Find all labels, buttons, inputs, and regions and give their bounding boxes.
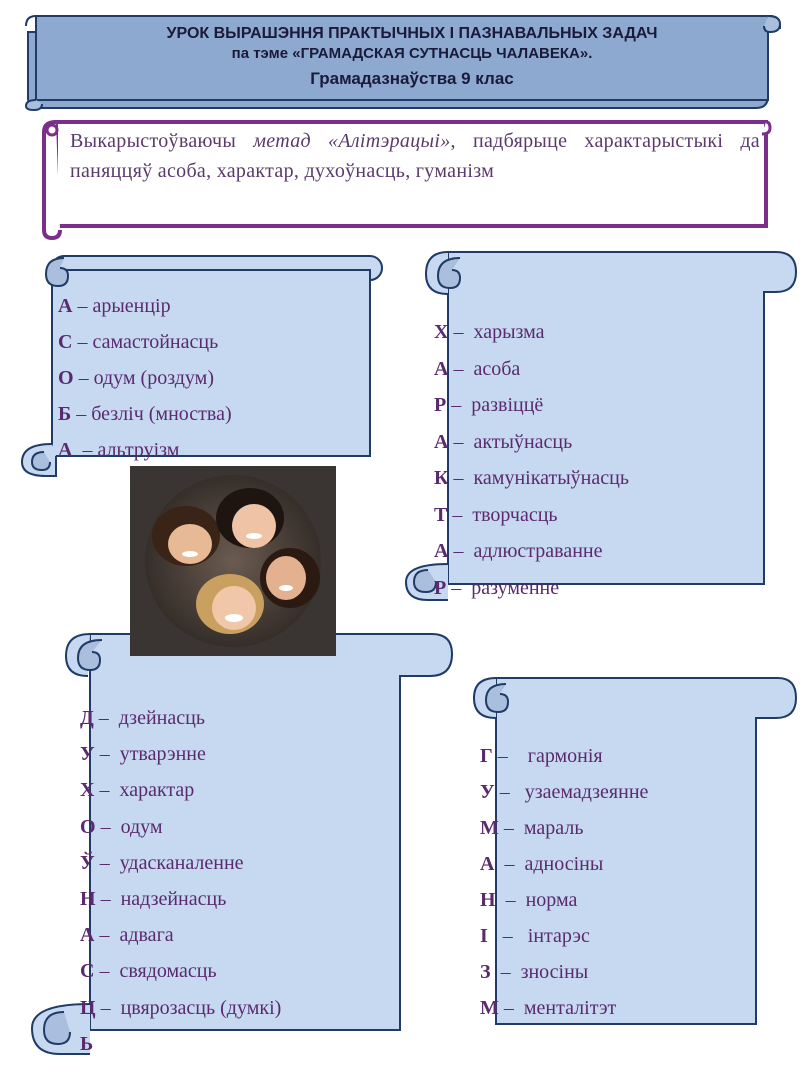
list-item: [80, 772, 281, 808]
letter-word: – камунікатыўнасць: [448, 467, 629, 489]
initial-letter: К: [434, 467, 449, 489]
letter-word: – удасканаленне: [94, 851, 244, 874]
letter-word: – менталітэт: [498, 997, 617, 1019]
initial-letter: Ц: [80, 996, 96, 1019]
list-item: [434, 570, 629, 607]
initial-letter: А: [58, 295, 73, 317]
list-item: [80, 700, 281, 736]
letter-word: – безліч (мноства): [71, 403, 232, 425]
initial-letter: А: [434, 430, 449, 453]
initial-letter: М: [480, 817, 499, 839]
letter-word: – актыўнасць: [448, 430, 573, 453]
list-humanizm: [480, 738, 648, 1026]
scroll-dukhounasts: [26, 628, 456, 1060]
list-item: [58, 432, 232, 468]
scroll-kharaktar: [398, 248, 800, 604]
list-item: [480, 774, 648, 810]
list-dukhounasts: [80, 700, 281, 1062]
initial-letter: У: [480, 781, 495, 803]
group-photo: [130, 466, 336, 656]
list-kharaktar: [434, 314, 629, 606]
letter-word: – харызма: [448, 321, 545, 343]
list-item: [80, 990, 281, 1026]
letter-word: – развіццё: [446, 394, 544, 416]
list-item: [80, 845, 281, 881]
list-item: [434, 424, 629, 461]
list-item: [480, 810, 648, 846]
initial-letter: О: [80, 815, 96, 838]
letter-word: – адлюстраванне: [448, 540, 603, 562]
list-item: [434, 314, 629, 351]
list-item: [434, 351, 629, 388]
list-item: [434, 460, 629, 497]
list-item: [480, 846, 648, 882]
initial-letter: А: [434, 357, 449, 380]
initial-letter: Ь: [80, 1032, 94, 1055]
initial-letter: Т: [434, 503, 448, 526]
initial-letter: З: [480, 961, 491, 983]
list-item: [480, 990, 648, 1026]
letter-word: – альтруізм: [72, 439, 180, 461]
letter-word: – асоба: [448, 357, 521, 380]
list-item: [80, 1026, 281, 1062]
title-banner: [22, 12, 782, 112]
list-item: [58, 288, 232, 324]
list-item: [434, 497, 629, 534]
group-photo-image: [130, 466, 336, 656]
list-asoba: [58, 288, 232, 468]
task-text-after: , падбярыце характарыстыкі да паняццяў асоба, характар, духоўнасць, гуманізм: [70, 130, 760, 182]
letter-word: – самастойнасць: [72, 331, 219, 353]
initial-letter: М: [480, 997, 499, 1019]
letter-word: – характар: [94, 779, 195, 802]
letter-word: – утварэнне: [94, 743, 206, 766]
task-box: [42, 118, 772, 240]
list-item: [58, 396, 232, 432]
initial-letter: С: [58, 331, 73, 353]
letter-word: – цвярозасць (думкі): [95, 996, 282, 1019]
initial-letter: Н: [480, 889, 496, 911]
initial-letter: С: [80, 960, 95, 983]
scroll-asoba: [16, 248, 386, 480]
initial-letter: І: [480, 925, 488, 947]
letter-word: – адвага: [94, 924, 174, 947]
initial-letter: Н: [80, 888, 96, 911]
list-item: [480, 882, 648, 918]
initial-letter: А: [58, 439, 73, 461]
list-item: [80, 917, 281, 953]
letter-word: – гармонія: [492, 745, 603, 767]
list-item: [58, 324, 232, 360]
letter-word: – адносіны: [494, 853, 604, 875]
list-item: [80, 881, 281, 917]
list-item: [480, 738, 648, 774]
initial-letter: О: [58, 367, 74, 389]
letter-word: – надзейнасць: [95, 888, 227, 911]
letter-word: – творчасць: [447, 503, 558, 526]
banner-subject: Грамадазнаўства 9 клас: [310, 69, 514, 88]
initial-letter: Х: [434, 321, 449, 343]
task-text-before: Выкарыстоўваючы: [70, 130, 254, 152]
initial-letter: Б: [58, 403, 72, 425]
list-item: [434, 387, 629, 424]
letter-word: – зносіны: [490, 961, 589, 983]
scroll-humanizm: [466, 672, 800, 1042]
initial-letter: Р: [434, 576, 447, 599]
list-item: [80, 736, 281, 772]
initial-letter: Р: [434, 394, 447, 416]
initial-letter: Д: [80, 707, 94, 729]
letter-word: – узаемадзеянне: [494, 781, 649, 803]
task-method: метад «Алітэрацыі»: [253, 130, 451, 152]
list-item: [480, 918, 648, 954]
initial-letter: У: [80, 743, 95, 766]
list-item: [80, 953, 281, 989]
letter-word: – свядомасць: [94, 960, 217, 983]
initial-letter: А: [434, 540, 449, 562]
task-instruction: [70, 126, 760, 186]
initial-letter: Г: [480, 745, 493, 767]
letter-word: – разуменне: [446, 576, 560, 599]
banner-title-line1: УРОК ВЫРАШЭННЯ ПРАКТЫЧНЫХ І ПАЗНАВАЛЬНЫХ ЗАДАЧ: [166, 25, 658, 42]
initial-letter: Х: [80, 779, 95, 802]
letter-word: – норма: [495, 889, 578, 911]
list-item: [434, 533, 629, 570]
list-item: [480, 954, 648, 990]
letter-word: – інтарэс: [487, 925, 590, 947]
letter-word: – дзейнасць: [93, 707, 205, 729]
banner-title-line2: па тэме «ГРАМАДСКАЯ СУТНАСЦЬ ЧАЛАВЕКА».: [231, 45, 593, 62]
letter-word: – одум: [95, 815, 163, 838]
letter-word: – одум (роздум): [73, 367, 214, 389]
list-item: [80, 809, 281, 845]
letter-word: – арыенцір: [72, 295, 171, 317]
letter-word: – мараль: [498, 817, 584, 839]
list-item: [58, 360, 232, 396]
initial-letter: А: [480, 853, 495, 875]
initial-letter: А: [80, 924, 95, 947]
initial-letter: Ў: [80, 851, 95, 874]
